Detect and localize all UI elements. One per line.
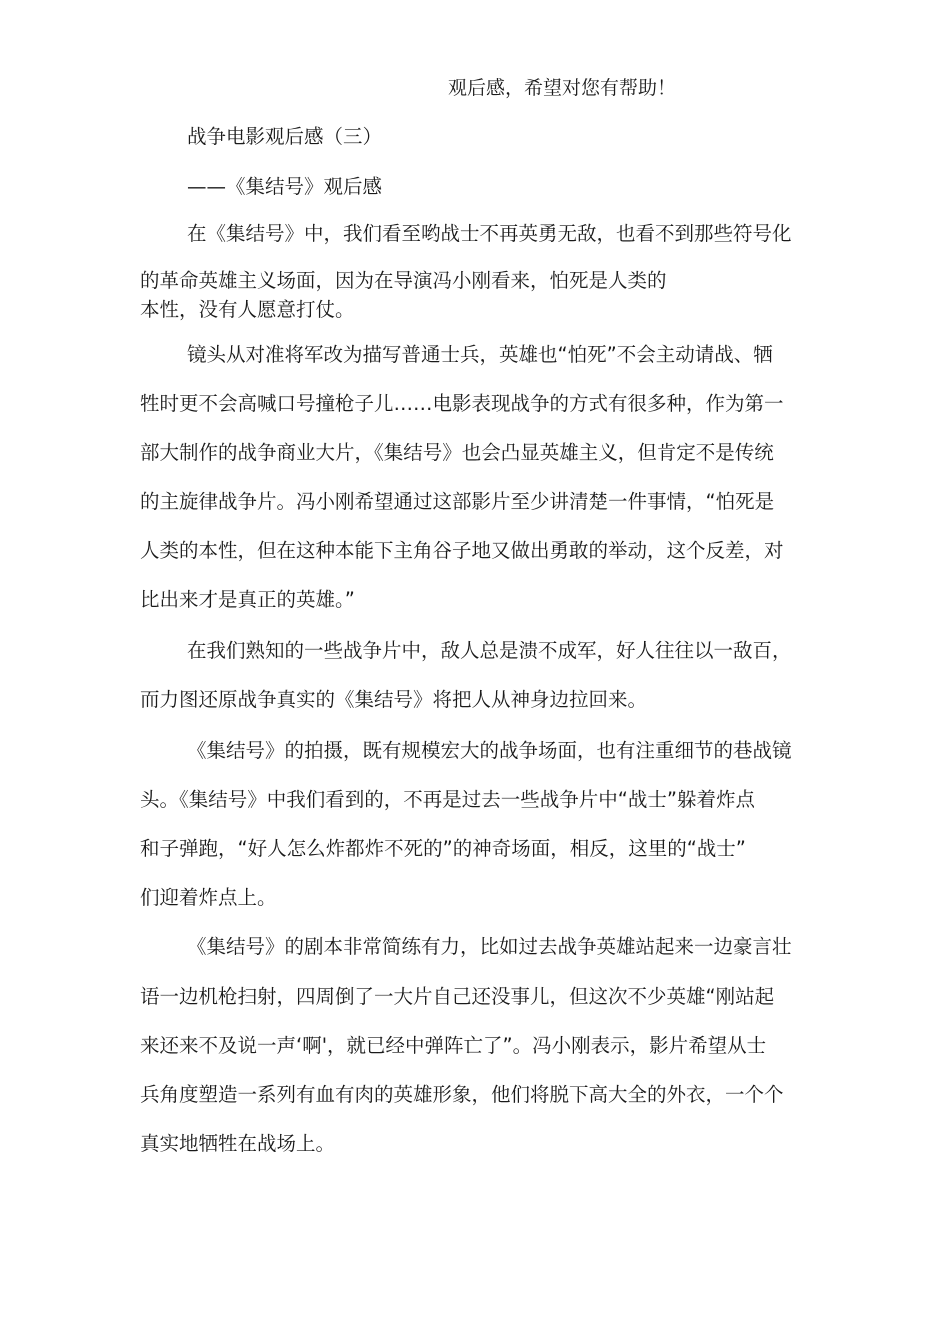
text-line: 的主旋律战争片。冯小刚希望通过这部影片至少讲清楚一件事情，“怕死是 (140, 490, 775, 513)
document-subtitle: ——《集结号》观后感 (187, 175, 383, 198)
page-header: 观后感，希望对您有帮助！ (448, 77, 677, 99)
text-line: 本性，没有人愿意打仗。 (140, 298, 355, 321)
text-line: 而力图还原战争真实的《集结号》将把人从神身边拉回来。 (140, 688, 648, 711)
text-line: 比出来才是真正的英雄。” (140, 588, 355, 611)
text-line: 的革命英雄主义场面，因为在导演冯小刚看来，怕死是人类的 (140, 269, 667, 292)
text-line: 镜头从对准将军改为描写普通士兵，英雄也“怕死”不会主动请战、牺 (187, 343, 773, 366)
text-line: 语一边机枪扫射，四周倒了一大片自己还没事儿，但这次不少英雄“刚站起 (140, 985, 775, 1008)
text-line: 《集结号》的剧本非常简练有力，比如过去战争英雄站起来一边豪言壮 (187, 935, 792, 958)
text-line: 部大制作的战争商业大片，《集结号》也会凸显英雄主义，但肯定不是传统 (140, 441, 774, 464)
text-line: 在《集结号》中，我们看至哟战士不再英勇无敌，也看不到那些符号化 (187, 222, 792, 245)
text-line: 《集结号》的拍摄，既有规模宏大的战争场面，也有注重细节的巷战镜 (187, 739, 792, 762)
text-line: 头。《集结号》中我们看到的，不再是过去一些战争片中“战士”躲着炸点 (140, 788, 755, 811)
text-line: 兵角度塑造一系列有血有肉的英雄形象，他们将脱下高大全的外衣，一个个 (140, 1083, 784, 1106)
text-line: 在我们熟知的一些战争片中，敌人总是溃不成军，好人往往以一敌百， (187, 639, 792, 662)
text-line: 们迎着炸点上。 (140, 886, 277, 909)
text-line: 来还来不及说一声‘啊'，就已经中弹阵亡了”。冯小刚表示，影片希望从士 (140, 1034, 767, 1057)
text-line: 牲时更不会高喊口号撞枪子儿……电影表现战争的方式有很多种，作为第一 (140, 392, 784, 415)
document-title: 战争电影观后感（三） (187, 125, 383, 148)
text-line: 和子弹跑，“好人怎么炸都炸不死的”的神奇场面，相反，这里的“战士” (140, 837, 746, 860)
text-line: 人类的本性，但在这种本能下主角谷子地又做出勇敢的举动，这个反差，对 (140, 539, 784, 562)
text-line: 真实地牺牲在战场上。 (140, 1132, 336, 1155)
